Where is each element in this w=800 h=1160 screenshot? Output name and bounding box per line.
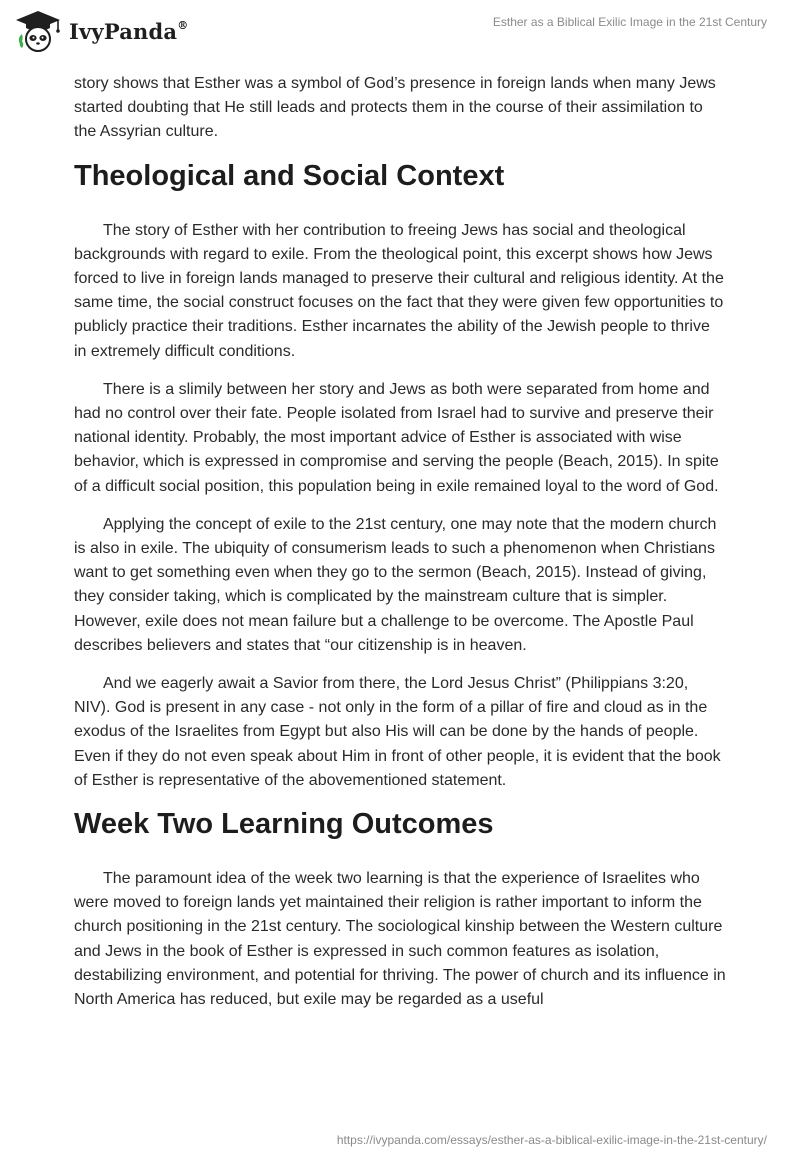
brand-label: IvyPanda [69, 18, 178, 44]
footer-url-link[interactable]: https://ivypanda.com/essays/esther-as-a-biblical-exilic-image-in-the-21st-century/ [336, 1133, 767, 1147]
trademark-symbol: ® [177, 18, 189, 32]
paragraph: Applying the concept of exile to the 21st century, one may note that the modern church is also in exile. The ubiquity of consumerism leads to such a phenomenon when Christians want to get something even when they go to the sermon (Beach, 2015). Instead of giving, they consider taking, which is complicated by the mainstream culture that is simpler. However, exile does not mean failure but a challenge to be overcome. The Apostle Paul describes believers and states that “our citizenship is in heaven. [74, 515, 717, 654]
paragraph: And we eagerly await a Savior from there, the Lord Jesus Christ” (Philippians 3:20, NIV). God is present in any case - not only in the form of a pillar of fire and cloud as in the exodus of the Israelites from Egypt but also His will can be done by the hands of people. Even if they do not even speak about Him in front of other people, it is evident that the book of Esther is representative of the abovementioned statement. [74, 675, 721, 789]
document-title: Esther as a Biblical Exilic Image in the 21st Century [492, 15, 767, 29]
brand-name [69, 19, 188, 44]
paragraph: The paramount idea of the week two learning is that the experience of Israelites who were moved to foreign lands yet maintained their religion is rather important to inform the church positioning in the 21st century. The sociological kinship between the Western culture and Jews in the book of Esther is expressed in such common features as isolation, destabilizing environment, and potential for thriving. The power of church and its influence in North America has reduced, but exile may be regarded as a useful [74, 870, 726, 1009]
page-header [0, 0, 800, 64]
ivypanda-logo[interactable] [14, 10, 188, 52]
essay-content [74, 72, 726, 1026]
section-heading-week-two: Week Two Learning Outcomes [74, 808, 494, 841]
paragraph: There is a slimily between her story and Jews as both were separated from home and had no control over their fate. People isolated from Israel had to survive and preserve their national identity. Probably, the most important advice of Esther is associated with wise behavior, which is expressed in compromise and serving the people (Beach, 2015). In spite of a difficult social position, this population being in exile remained loyal to the word of God. [74, 380, 719, 495]
panda-graduate-icon [14, 10, 62, 52]
paragraph: The story of Esther with her contribution to freeing Jews has social and theological backgrounds with regard to exile. From the theological point, this excerpt shows how Jews forced to live in foreign lands managed to preserve their cultural and religious identity. At the same time, the social construct focuses on the fact that they were given few opportunities to publicly practice their traditions. Esther incarnates the ability of the Jewish people to thrive in extremely difficult conditions. [74, 221, 724, 360]
section-heading-theological: Theological and Social Context [74, 159, 505, 192]
intro-paragraph: story shows that Esther was a symbol of God’s presence in foreign lands when many Jews started doubting that He still leads and protects them in the course of their assimilation to the Assyrian culture. [74, 75, 716, 141]
